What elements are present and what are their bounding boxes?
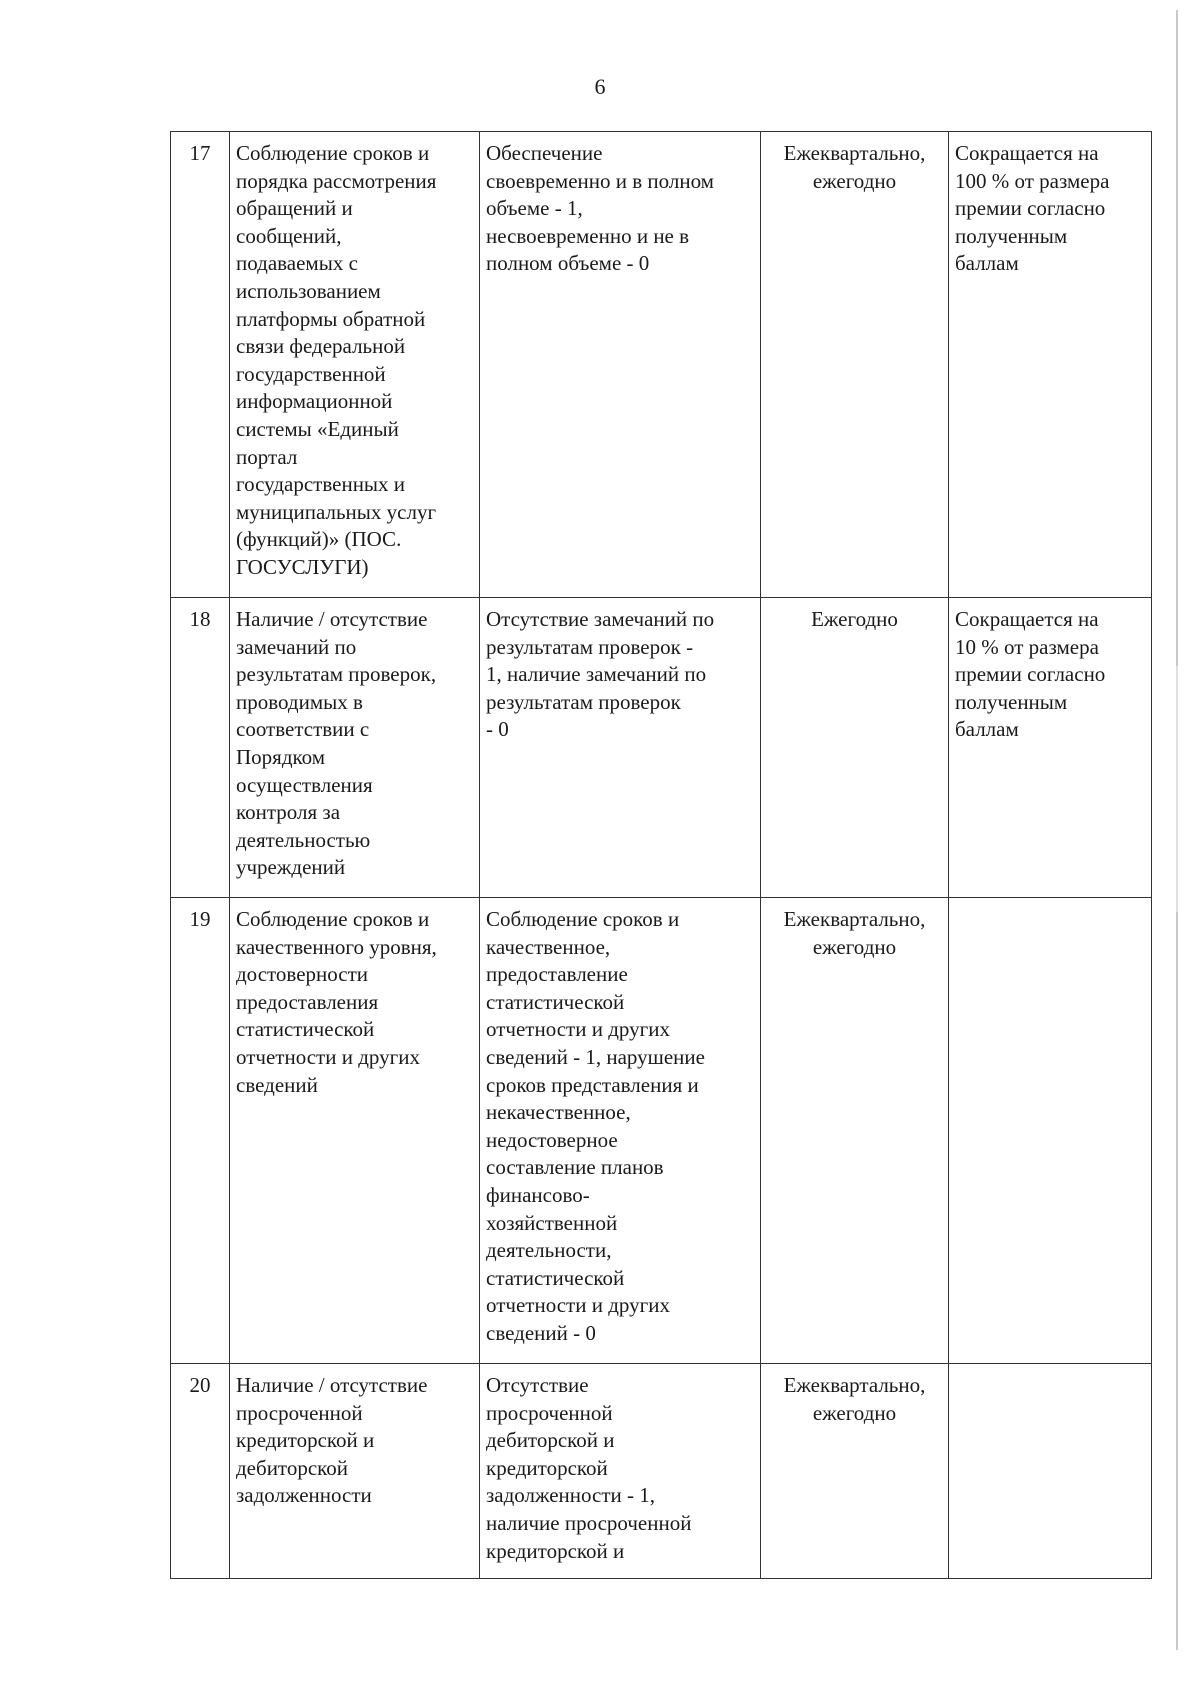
row-number: 19 — [171, 898, 230, 1364]
periodicity-text: Ежегодно — [811, 607, 898, 631]
indicator-name — [230, 132, 480, 598]
criteria-table — [170, 131, 1152, 1579]
indicator-name-text: Наличие / отсутствие замечаний по результатам проверок, проводимых в соответствии с Порядком осуществления контроля за деятельностью учреждений — [236, 607, 437, 880]
periodicity-text: Ежеквартально, ежегодно — [783, 141, 926, 193]
page-number: 6 — [594, 74, 606, 99]
evaluation-criterion-text: Отсутствие замечаний по результатам проверок - 1, наличие замечаний по результатам проверок - 0 — [486, 607, 715, 742]
row-number: 17 — [171, 132, 230, 598]
evaluation-criterion-text: Обеспечение своевременно и в полном объеме - 1, несвоевременно и не в полном объеме - 0 — [486, 141, 714, 276]
periodicity-text: Ежеквартально, ежегодно — [783, 1373, 926, 1425]
periodicity-text: Ежеквартально, ежегодно — [783, 907, 926, 959]
evaluation-criterion-text: Отсутствие просроченной дебиторской и кредиторской задолженности - 1, наличие просроченной кредиторской и — [486, 1373, 692, 1563]
indicator-name — [230, 598, 480, 898]
bonus-reduction-text: Сокращается на 100 % от размера премии согласно полученным баллам — [955, 141, 1110, 276]
periodicity — [761, 132, 949, 598]
table-row — [171, 898, 1152, 1364]
bonus-reduction-text: Сокращается на 10 % от размера премии согласно полученным баллам — [955, 607, 1106, 742]
table-row — [171, 598, 1152, 898]
indicator-name — [230, 1364, 480, 1579]
evaluation-criterion-text: Соблюдение сроков и качественное, предоставление статистической отчетности и других сведений - 1, нарушение сроков представления и некачественное, недостоверное составление планов финансово- хозяйственной деятельности, статистической отчетности и других сведений - 0 — [486, 907, 705, 1345]
evaluation-criterion — [480, 598, 761, 898]
scan-edge-line — [1176, 10, 1178, 1650]
periodicity — [761, 598, 949, 898]
indicator-name-text: Соблюдение сроков и порядка рассмотрения обращений и сообщений, подаваемых с использованием платформы обратной связи федеральной государственной информационной системы «Единый портал государственных и муниципальных услуг (функций)» (ПОС. ГОСУСЛУГИ) — [236, 141, 437, 579]
row-number: 18 — [171, 598, 230, 898]
table-row — [171, 132, 1152, 598]
bonus-reduction — [949, 132, 1152, 598]
indicator-name-text: Соблюдение сроков и качественного уровня, достоверности предоставления статистической отчетности и других сведений — [236, 907, 437, 1097]
periodicity — [761, 898, 949, 1364]
table-row — [171, 1364, 1152, 1579]
evaluation-criterion — [480, 898, 761, 1364]
evaluation-criterion — [480, 1364, 761, 1579]
indicator-name — [230, 898, 480, 1364]
bonus-reduction — [949, 598, 1152, 898]
periodicity — [761, 1364, 949, 1579]
bonus-reduction — [949, 898, 1152, 1364]
indicator-name-text: Наличие / отсутствие просроченной кредиторской и дебиторской задолженности — [236, 1373, 428, 1508]
bonus-reduction — [949, 1364, 1152, 1579]
row-number: 20 — [171, 1364, 230, 1579]
evaluation-criterion — [480, 132, 761, 598]
